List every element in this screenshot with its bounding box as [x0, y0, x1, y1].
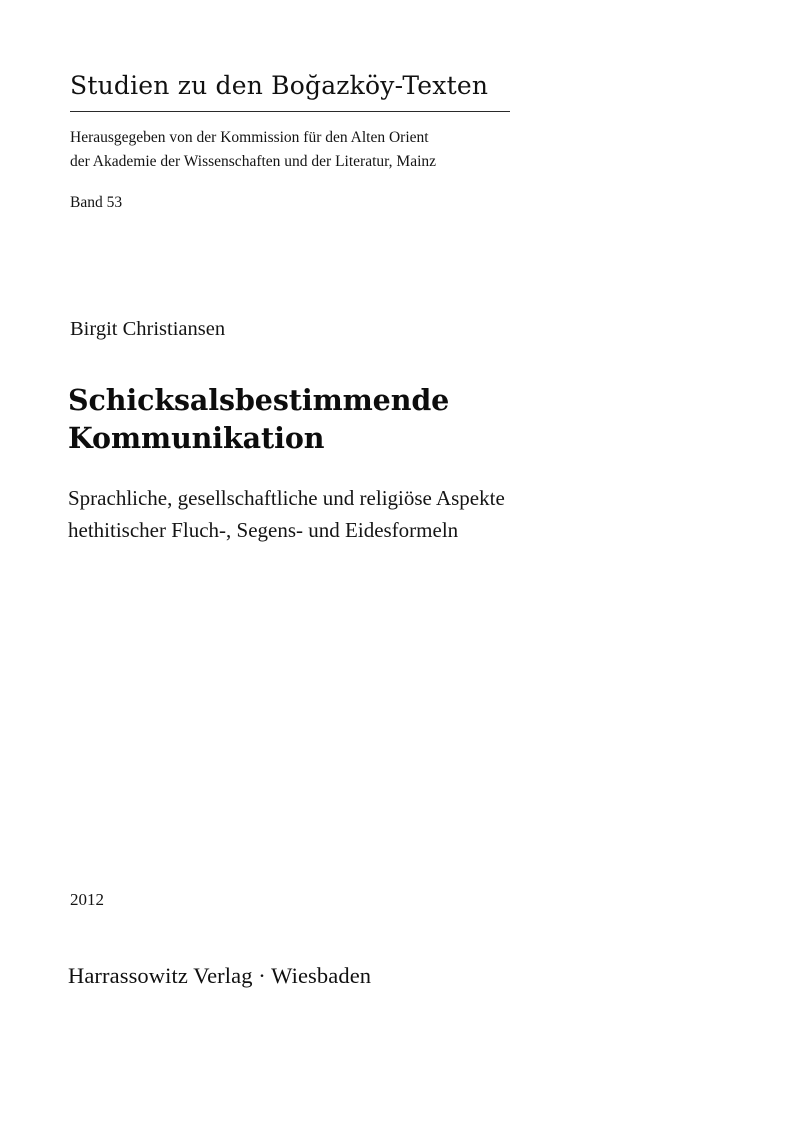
book-title: [68, 382, 728, 458]
publisher-name: Harrassowitz Verlag · Wiesbaden: [68, 963, 372, 988]
book-title-line-2: Kommunikation: [68, 420, 325, 455]
series-title: Studien zu den Boğazköy-Texten: [70, 71, 489, 100]
book-title-line-1: Schicksalsbestimmende: [68, 383, 450, 417]
series-block: [70, 70, 710, 212]
series-volume: Band 53: [70, 194, 123, 212]
series-editor: [70, 126, 710, 174]
publication-year: 2012: [70, 890, 104, 909]
series-editor-line-2: der Akademie der Wissenschaften und der Literatur, Mainz: [70, 153, 437, 171]
book-subtitle: [68, 482, 728, 547]
book-subtitle-line-1: Sprachliche, gesellschaftliche und religiöse Aspekte: [68, 485, 505, 510]
series-editor-line-1: Herausgegeben von der Kommission für den Alten Orient: [70, 129, 429, 147]
book-subtitle-line-2: hethitischer Fluch-, Segens- und Eidesformeln: [68, 518, 459, 543]
author-name: Birgit Christiansen: [70, 318, 226, 340]
title-block: [68, 382, 728, 547]
series-divider: [70, 111, 510, 112]
